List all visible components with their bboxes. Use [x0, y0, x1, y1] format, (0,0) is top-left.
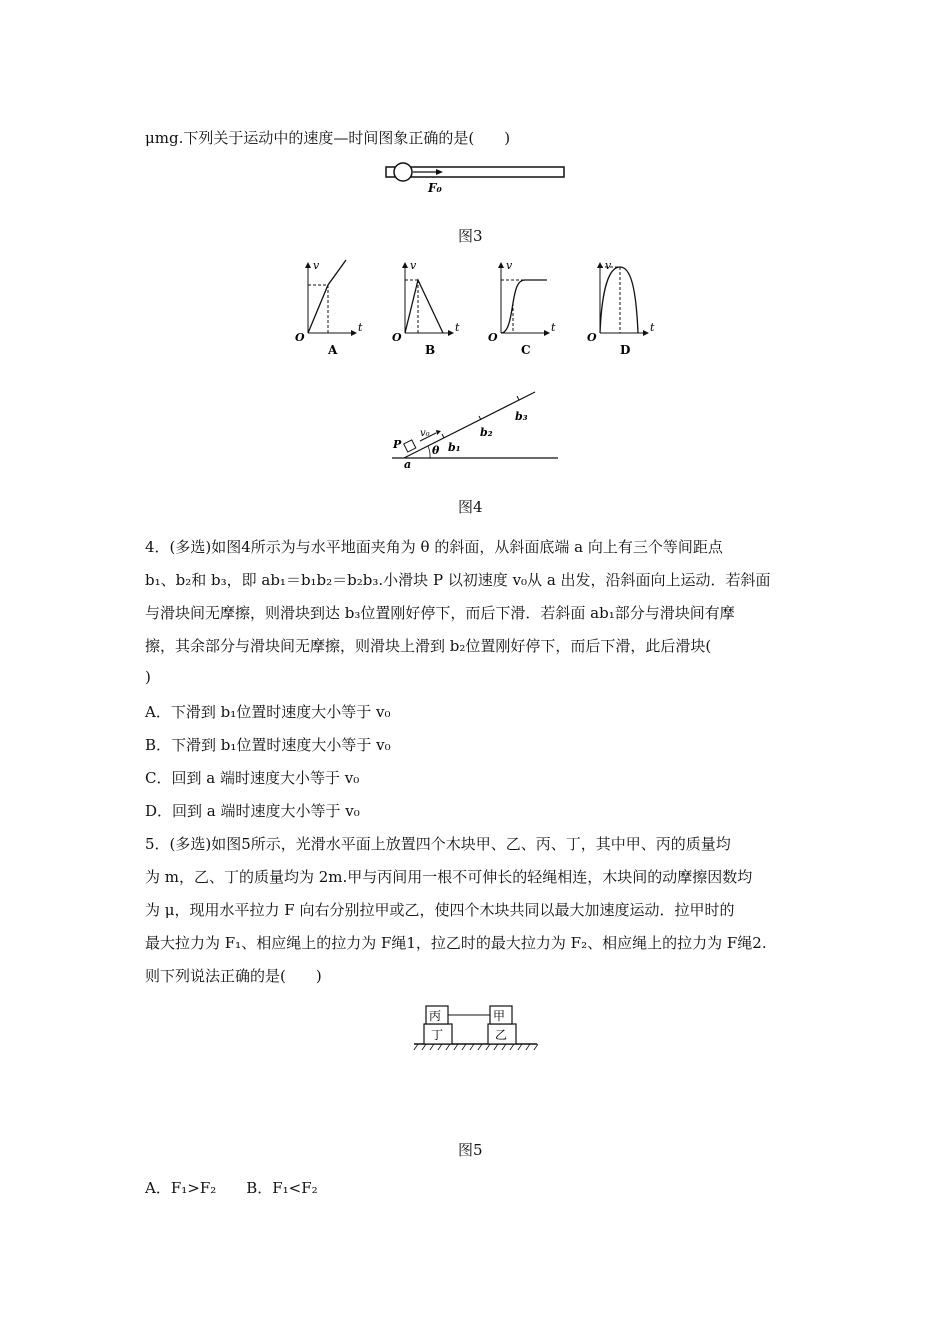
- incline-line: [404, 392, 535, 458]
- q4-option-a: A．下滑到 b₁位置时速度大小等于 v₀: [145, 703, 391, 721]
- svg-text:v₀: v₀: [420, 428, 430, 439]
- svg-text:v: v: [313, 259, 320, 272]
- q5-line-2: 为 m，乙、丁的质量均为 2m.甲与丙间用一根不可伸长的轻绳相连，木块间的动摩擦因数均: [145, 868, 753, 886]
- graph-c: [488, 259, 556, 357]
- svg-text:t: t: [455, 321, 460, 334]
- option-c-label: C: [521, 343, 531, 357]
- svg-text:v: v: [506, 259, 513, 272]
- q4-line-5: ): [145, 668, 151, 686]
- q4-option-c: C．回到 a 端时速度大小等于 v₀: [145, 769, 360, 787]
- svg-text:t: t: [650, 321, 655, 334]
- q5-line-4: 最大拉力为 F₁、相应绳上的拉力为 F绳1，拉乙时的最大拉力为 F₂、相应绳上的拉力为 F绳2.: [145, 934, 767, 952]
- q4-line-1: 4．(多选)如图4所示为与水平地面夹角为 θ 的斜面，从斜面底端 a 向上有三个等间距点: [145, 538, 723, 556]
- svg-text:丁: 丁: [431, 1028, 444, 1042]
- svg-text:t: t: [358, 321, 363, 334]
- ball: [394, 163, 412, 181]
- fig5-caption: 图5: [458, 1141, 483, 1159]
- fig4-caption: 图4: [458, 498, 483, 516]
- svg-text:θ: θ: [432, 444, 440, 457]
- q5-line-5: 则下列说法正确的是( ): [145, 967, 322, 985]
- svg-text:甲: 甲: [493, 1009, 506, 1023]
- graph-a: [295, 259, 363, 357]
- svg-text:O: O: [587, 331, 597, 344]
- svg-text:v: v: [605, 259, 612, 272]
- q4-line-2: b₁、b₂和 b₃，即 ab₁＝b₁b₂＝b₂b₃.小滑块 P 以初速度 v₀从 a 出发，沿斜面向上运动．若斜面: [145, 571, 771, 589]
- q5-line-1: 5．(多选)如图5所示，光滑水平面上放置四个木块甲、乙、丙、丁，其中甲、丙的质量均: [145, 835, 731, 853]
- block-p: [404, 440, 416, 452]
- fig3-caption: 图3: [458, 227, 483, 245]
- svg-text:t: t: [551, 321, 556, 334]
- q5-options: A．F₁>F₂ B．F₁<F₂: [145, 1179, 318, 1197]
- svg-text:O: O: [488, 331, 498, 344]
- fig4-incline-diagram: [390, 388, 565, 470]
- q4-line-4: 擦，其余部分与滑块间无摩擦，则滑块上滑到 b₂位置刚好停下，而后下滑，此后滑块(: [145, 637, 712, 655]
- force-label: F₀: [428, 181, 442, 195]
- svg-text:v: v: [410, 259, 417, 272]
- graph-b-curve: [405, 280, 443, 333]
- theta-arc: [428, 446, 430, 458]
- q3-text: μmg.下列关于运动中的速度—时间图象正确的是( ): [145, 129, 511, 147]
- q5-line-3: 为 μ，现用水平拉力 F 向右分别拉甲或乙，使四个木块共同以最大加速度运动．拉甲时的: [145, 901, 735, 919]
- svg-text:丙: 丙: [429, 1009, 442, 1023]
- option-a-label: A: [328, 343, 338, 357]
- graph-d: [587, 259, 655, 357]
- fig5-blocks-diagram: [412, 1000, 542, 1060]
- graph-b: [392, 259, 460, 357]
- svg-text:b₃: b₃: [515, 410, 528, 423]
- svg-text:O: O: [392, 331, 402, 344]
- svg-text:O: O: [295, 331, 305, 344]
- svg-text:b₁: b₁: [448, 441, 461, 454]
- q4-line-3: 与滑块间无摩擦，则滑块到达 b₃位置刚好停下，而后下滑．若斜面 ab₁部分与滑块间有摩: [145, 604, 735, 622]
- option-d-label: D: [620, 343, 631, 357]
- svg-text:P: P: [393, 438, 402, 451]
- graph-c-curve: [501, 280, 547, 333]
- fig3-graphs: [295, 255, 665, 360]
- q4-option-b: B．下滑到 b₁位置时速度大小等于 v₀: [145, 736, 391, 754]
- svg-text:乙: 乙: [495, 1028, 508, 1042]
- svg-text:a: a: [404, 458, 412, 470]
- q4-option-d: D．回到 a 端时速度大小等于 v₀: [145, 802, 360, 820]
- force-arrow-head: [436, 169, 443, 175]
- svg-text:b₂: b₂: [480, 426, 493, 439]
- option-b-label: B: [425, 343, 436, 357]
- fig3-tube-diagram: [380, 158, 580, 200]
- graph-d-curve: [600, 267, 638, 333]
